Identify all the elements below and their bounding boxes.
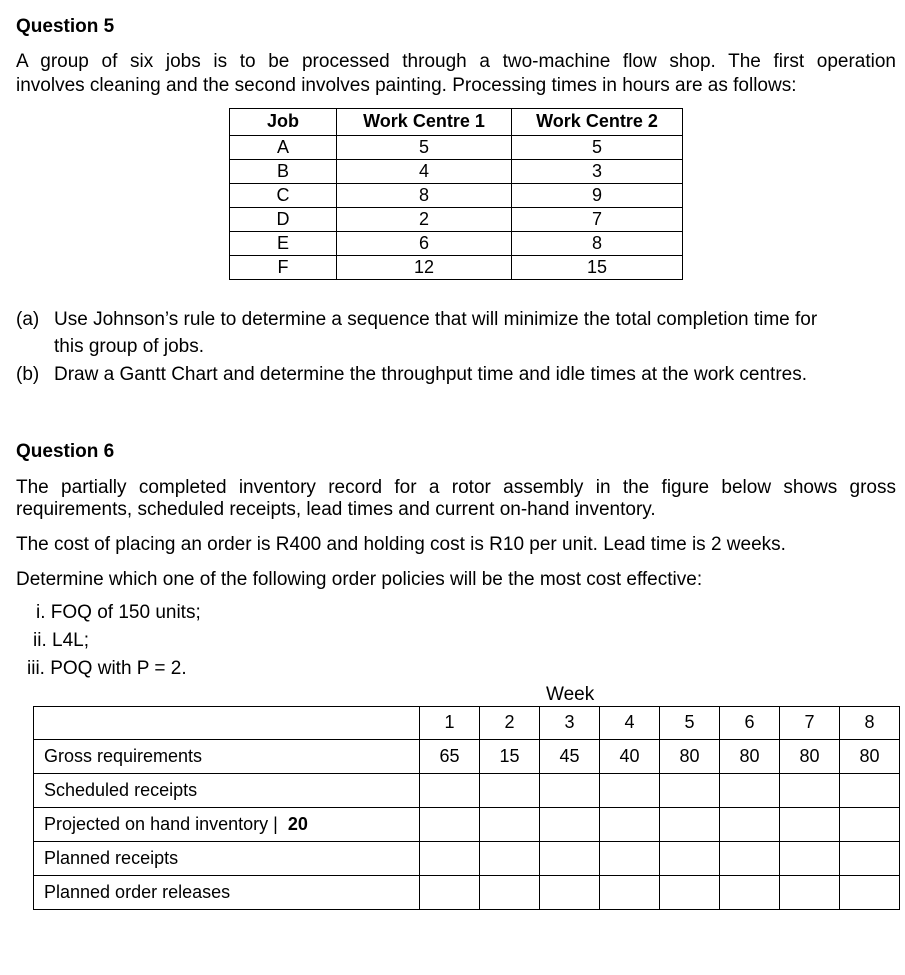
- scheduled-receipts-row: [34, 774, 900, 808]
- week-label: Week: [546, 684, 595, 705]
- empty-cell: [840, 842, 900, 876]
- scheduled-receipts-label: Scheduled receipts: [34, 774, 420, 808]
- week-number: 7: [780, 707, 840, 740]
- table-row: [230, 136, 683, 160]
- projected-on-hand-label: [34, 808, 420, 842]
- question-6-heading: Question 6: [16, 441, 115, 462]
- initial-on-hand-value: 20: [287, 813, 308, 834]
- week-header-row: [34, 707, 900, 740]
- week-number: 8: [840, 707, 900, 740]
- empty-cell: [480, 808, 540, 842]
- q6-intro-line-1: The partially completed inventory record for a rotor assembly in the figure below shows gross: [16, 477, 896, 498]
- job-cell: B: [230, 160, 337, 184]
- empty-cell: [480, 876, 540, 910]
- gross-value: 80: [840, 740, 900, 774]
- empty-cell: [540, 842, 600, 876]
- part-b: [16, 364, 807, 387]
- empty-cell: [720, 774, 780, 808]
- q6-determine-text: Determine which one of the following order policies will be the most cost effective:: [16, 569, 703, 590]
- empty-cell: [600, 876, 660, 910]
- table-row: [230, 184, 683, 208]
- empty-cell: [420, 876, 480, 910]
- part-b-line-1: Draw a Gantt Chart and determine the throughput time and idle times at the work centres.: [54, 364, 807, 385]
- empty-cell: [660, 774, 720, 808]
- week-number: 1: [420, 707, 480, 740]
- wc1-cell: 8: [337, 184, 512, 208]
- empty-cell: [600, 774, 660, 808]
- gross-value: 40: [600, 740, 660, 774]
- gross-value: 45: [540, 740, 600, 774]
- empty-cell: [780, 842, 840, 876]
- part-a: [16, 309, 817, 332]
- week-number: 3: [540, 707, 600, 740]
- empty-corner-cell: [34, 707, 420, 740]
- wc2-cell: 7: [512, 208, 683, 232]
- wc1-cell: 2: [337, 208, 512, 232]
- empty-cell: [840, 808, 900, 842]
- processing-times-table: [229, 108, 683, 280]
- empty-cell: [720, 842, 780, 876]
- job-cell: A: [230, 136, 337, 160]
- question-5-heading: Question 5: [16, 16, 115, 37]
- empty-cell: [420, 774, 480, 808]
- empty-cell: [780, 876, 840, 910]
- job-cell: C: [230, 184, 337, 208]
- empty-cell: [600, 808, 660, 842]
- table-row: [230, 208, 683, 232]
- job-cell: D: [230, 208, 337, 232]
- gross-value: 80: [780, 740, 840, 774]
- empty-cell: [420, 842, 480, 876]
- planned-order-releases-row: [34, 876, 900, 910]
- job-cell: F: [230, 256, 337, 280]
- wc1-cell: 12: [337, 256, 512, 280]
- header-job: Job: [230, 109, 337, 136]
- week-number: 4: [600, 707, 660, 740]
- planned-receipts-row: [34, 842, 900, 876]
- wc2-cell: 3: [512, 160, 683, 184]
- header-work-centre-1: Work Centre 1: [337, 109, 512, 136]
- empty-cell: [480, 774, 540, 808]
- empty-cell: [480, 842, 540, 876]
- empty-cell: [720, 808, 780, 842]
- empty-cell: [600, 842, 660, 876]
- wc2-cell: 5: [512, 136, 683, 160]
- empty-cell: [660, 876, 720, 910]
- week-number: 6: [720, 707, 780, 740]
- empty-cell: [540, 774, 600, 808]
- q6-intro-line-2: requirements, scheduled receipts, lead times and current on-hand inventory.: [16, 499, 656, 520]
- gross-requirements-label: Gross requirements: [34, 740, 420, 774]
- planned-receipts-label: Planned receipts: [34, 842, 420, 876]
- q5-intro-line-2: involves cleaning and the second involves painting. Processing times in hours are as follows:: [16, 75, 797, 96]
- gross-value: 15: [480, 740, 540, 774]
- wc1-cell: 4: [337, 160, 512, 184]
- table-header-row: [230, 109, 683, 136]
- wc2-cell: 8: [512, 232, 683, 256]
- gross-value: 65: [420, 740, 480, 774]
- empty-cell: [420, 808, 480, 842]
- q6-cost-text: The cost of placing an order is R400 and holding cost is R10 per unit. Lead time is 2 weeks.: [16, 534, 786, 555]
- planned-order-releases-label: Planned order releases: [34, 876, 420, 910]
- part-a-line-1: Use Johnson’s rule to determine a sequence that will minimize the total completion time for: [54, 309, 818, 330]
- table-row: [230, 256, 683, 280]
- option-i: i. FOQ of 150 units;: [36, 602, 201, 623]
- table-row: [230, 160, 683, 184]
- empty-cell: [660, 808, 720, 842]
- week-number: 2: [480, 707, 540, 740]
- empty-cell: [780, 774, 840, 808]
- empty-cell: [720, 876, 780, 910]
- wc1-cell: 5: [337, 136, 512, 160]
- part-a-line-2: this group of jobs.: [54, 336, 204, 357]
- empty-cell: [540, 808, 600, 842]
- empty-cell: [540, 876, 600, 910]
- table-row: [230, 232, 683, 256]
- part-b-label: (b): [16, 364, 40, 385]
- job-cell: E: [230, 232, 337, 256]
- wc2-cell: 15: [512, 256, 683, 280]
- gross-value: 80: [660, 740, 720, 774]
- option-ii: ii. L4L;: [33, 630, 89, 651]
- empty-cell: [840, 774, 900, 808]
- empty-cell: [660, 842, 720, 876]
- projected-on-hand-row: [34, 808, 900, 842]
- header-work-centre-2: Work Centre 2: [512, 109, 683, 136]
- option-iii: iii. POQ with P = 2.: [27, 658, 187, 679]
- inventory-record-table: [33, 706, 900, 910]
- part-a-label: (a): [16, 309, 40, 330]
- projected-on-hand-text: Projected on hand inventory |: [44, 813, 278, 834]
- week-number: 5: [660, 707, 720, 740]
- gross-value: 80: [720, 740, 780, 774]
- wc1-cell: 6: [337, 232, 512, 256]
- gross-requirements-row: [34, 740, 900, 774]
- q5-intro-line-1: A group of six jobs is to be processed through a two-machine flow shop. The first operation: [16, 51, 896, 72]
- empty-cell: [780, 808, 840, 842]
- wc2-cell: 9: [512, 184, 683, 208]
- empty-cell: [840, 876, 900, 910]
